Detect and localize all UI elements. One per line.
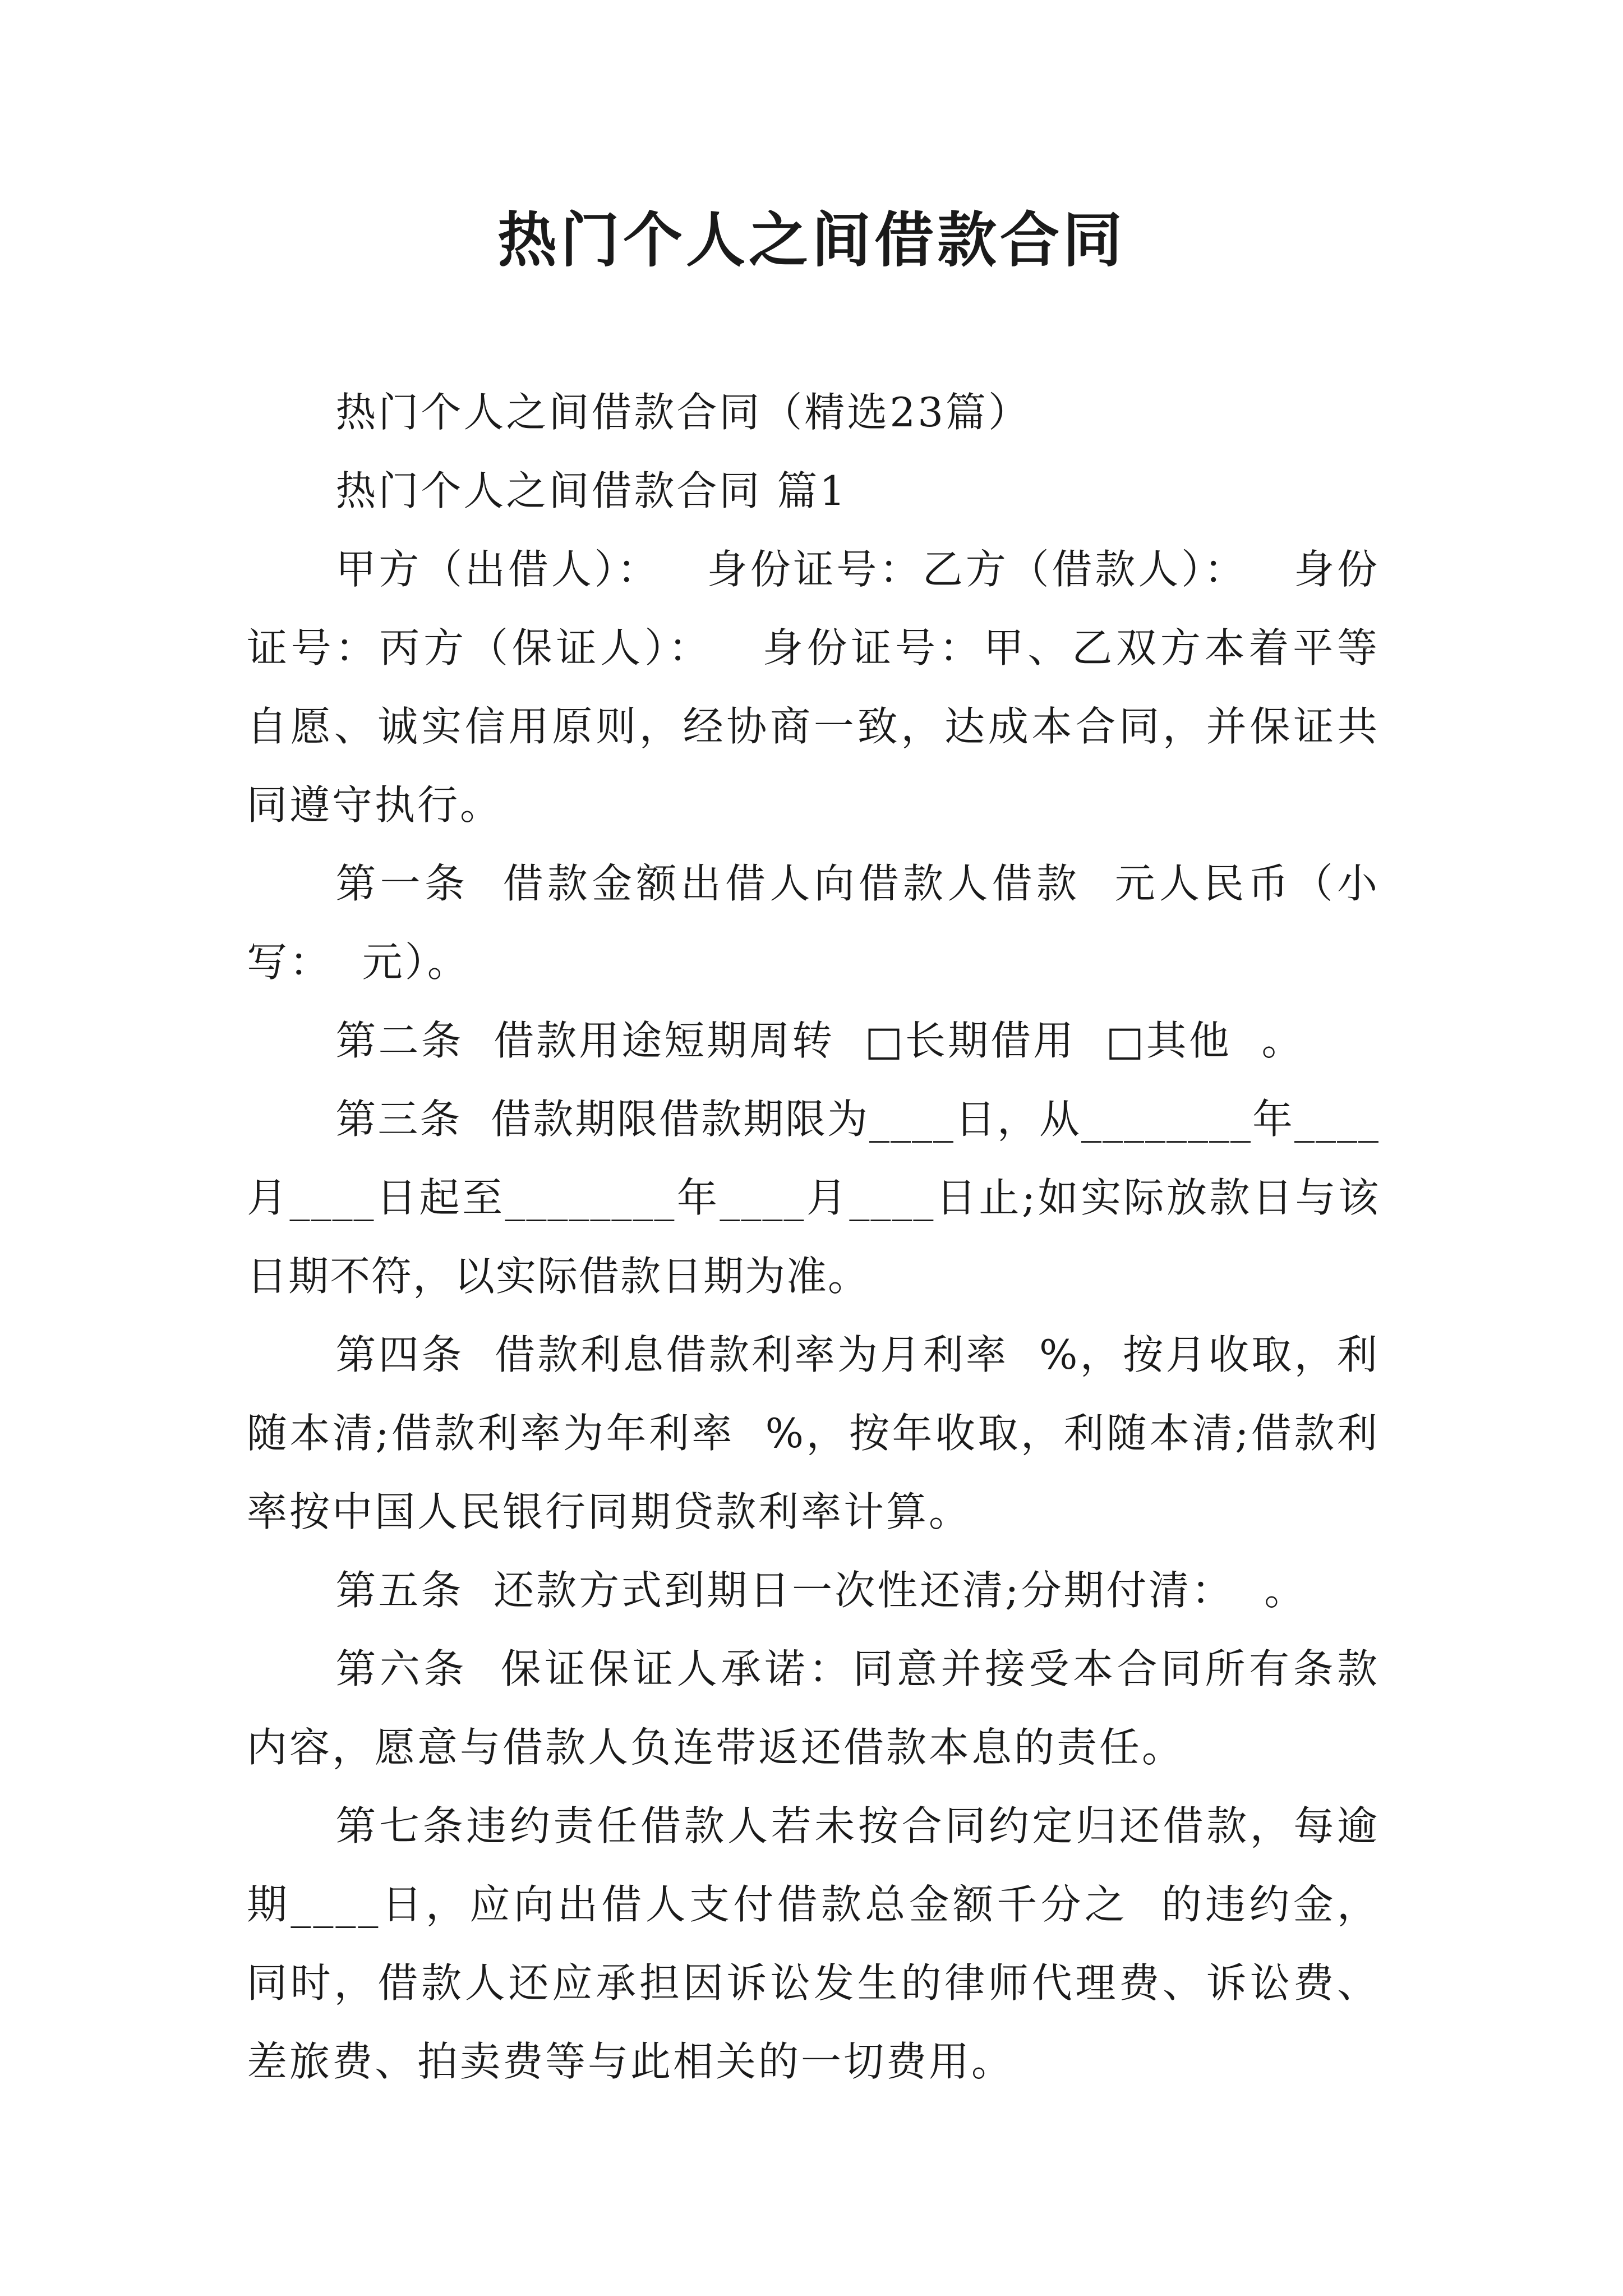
paragraph-article-6: 第六条 保证保证人承诺：同意并接受本合同所有条款内容，愿意与借款人负连带返还借款本息的责任。 [247, 1645, 1380, 1771]
paragraph-article-5: 第五条 还款方式到期日一次性还清;分期付清： 。 [335, 1567, 1307, 1614]
document-body [247, 373, 1380, 2101]
document-title: 热门个人之间借款合同 [497, 205, 1126, 275]
paragraph-article-7: 第七条违约责任借款人若未按合同约定归还借款，每逾期____日，应向出借人支付借款总金额千分之 的违约金，同时，借款人还应承担因诉讼发生的律师代理费、诉讼费、差旅费、拍卖费等与此相关的一切费用。 [247, 1802, 1380, 2085]
paragraph-subtitle: 热门个人之间借款合同（精选23篇） [335, 389, 1031, 436]
paragraph-article-3: 第三条 借款期限借款期限为____日，从________年____月____日起至________年____月____日止;如实际放款日与该日期不符，以实际借款日期为准。 [247, 1096, 1380, 1300]
paragraph-section-heading: 热门个人之间借款合同 篇1 [335, 467, 848, 514]
paragraph-parties: 甲方（出借人）： 身份证号：乙方（借款人）： 身份证号：丙方（保证人）： 身份证号：甲、乙双方本着平等自愿、诚实信用原则，经协商一致，达成本合同，并保证共同遵守执行。 [247, 546, 1380, 829]
paragraph-article-4: 第四条 借款利息借款利率为月利率 %，按月收取，利随本清;借款利率为年利率 %，按年收取，利随本清;借款利率按中国人民银行同期贷款利率计算。 [247, 1331, 1380, 1535]
paragraph-article-2: 第二条 借款用途短期周转 □长期借用 □其他 。 [335, 1017, 1304, 1064]
paragraph-article-1: 第一条 借款金额出借人向借款人借款 元人民币（小写： 元）。 [247, 860, 1380, 986]
